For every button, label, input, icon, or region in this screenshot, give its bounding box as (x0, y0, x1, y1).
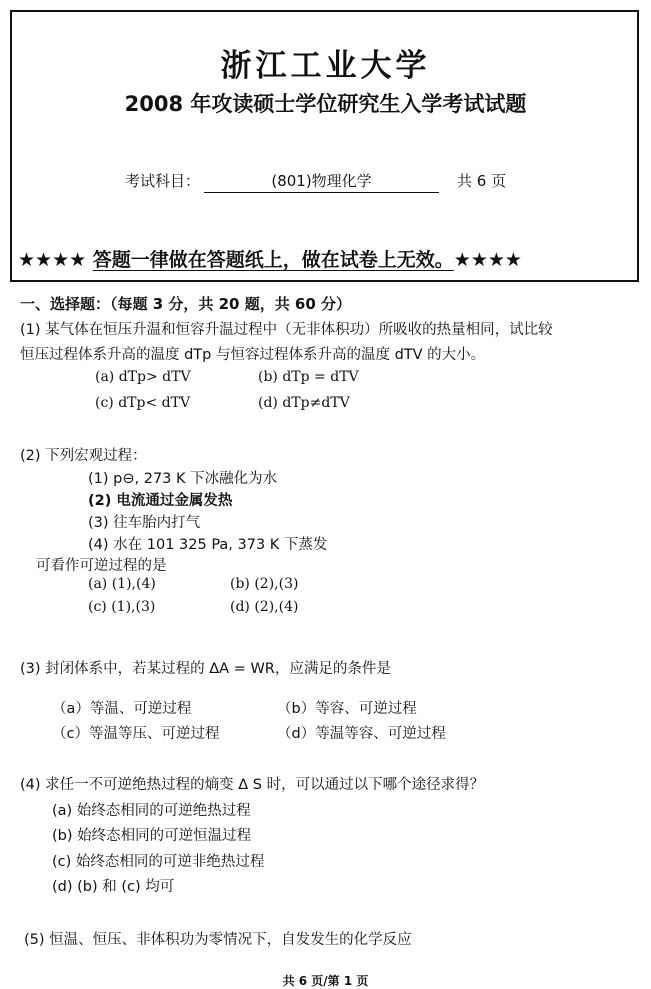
q1-stem-line1: (1) 某气体在恒压升温和恒容升温过程中（无非体积功）所吸收的热量相同，试比较 (20, 322, 553, 338)
university-name: 浙江工业大学 (220, 48, 431, 84)
q4-option-d: (d) (b) 和 (c) 均可 (52, 879, 175, 895)
q3-option-b: （b）等容、可逆过程 (277, 701, 417, 717)
q2-process-2: (2) 电流通过金属发热 (88, 493, 233, 509)
q4-option-b: (b) 始终态相同的可逆恒温过程 (52, 828, 252, 844)
q2-option-b: (b) (2),(3) (230, 576, 299, 592)
q1-option-c: (c) dTp< dTV (95, 395, 191, 411)
subject-value: (801)物理化学 (204, 170, 439, 193)
q2-process-3: (3) 往车胎内打气 (88, 515, 201, 531)
q1-stem-line2: 恒压过程体系升高的温度 dTp 与恒容过程体系升高的温度 dTV 的大小。 (20, 347, 486, 363)
q3-stem: (3) 封闭体系中，若某过程的 ΔA = WR，应满足的条件是 (20, 661, 391, 677)
q3-option-a: （a）等温、可逆过程 (52, 701, 192, 717)
q2-process-1: (1) p⊖, 273 K 下冰融化为水 (88, 471, 278, 487)
subject-label: 考试科目： (125, 172, 201, 190)
q1-option-b: (b) dTp = dTV (258, 369, 359, 385)
q3-option-c: （c）等温等压、可逆过程 (52, 726, 220, 742)
section-title: 一、选择题：（每题 3 分，共 20 题，共 60 分） (20, 295, 352, 313)
q4-stem: (4) 求任一不可逆绝热过程的熵变 Δ S 时，可以通过以下哪个途径求得？ (20, 777, 485, 793)
subject-row (125, 170, 506, 193)
q5-stem: (5) 恒温、恒压、非体积功为零情况下，自发发生的化学反应 (24, 932, 412, 948)
total-pages: 共 6 页 (457, 172, 507, 190)
q2-option-a: (a) (1),(4) (88, 576, 156, 592)
page-footer: 共 6 页/第 1 页 (282, 974, 369, 988)
answer-notice (18, 245, 633, 272)
q1-option-a: (a) dTp> dTV (95, 369, 191, 385)
notice-stars-right: ★★★★ (453, 249, 522, 271)
q3-option-d: （d）等温等容、可逆过程 (277, 726, 446, 742)
q1-option-d: (d) dTp≠dTV (258, 395, 350, 411)
q2-ask: 可看作可逆过程的是 (36, 558, 167, 574)
q4-option-c: (c) 始终态相同的可逆非绝热过程 (52, 854, 265, 870)
q2-option-c: (c) (1),(3) (88, 599, 156, 615)
exam-title: 2008 年攻读硕士学位研究生入学考试试题 (124, 92, 527, 116)
notice-stars-left: ★★★★ (18, 249, 87, 271)
q2-process-4: (4) 水在 101 325 Pa, 373 K 下蒸发 (88, 537, 328, 553)
q2-stem: (2) 下列宏观过程： (20, 448, 147, 464)
q4-option-a: (a) 始终态相同的可逆绝热过程 (52, 803, 251, 819)
notice-text: 答题一律做在答题纸上，做在试卷上无效。 (92, 249, 454, 271)
q2-option-d: (d) (2),(4) (230, 599, 299, 615)
